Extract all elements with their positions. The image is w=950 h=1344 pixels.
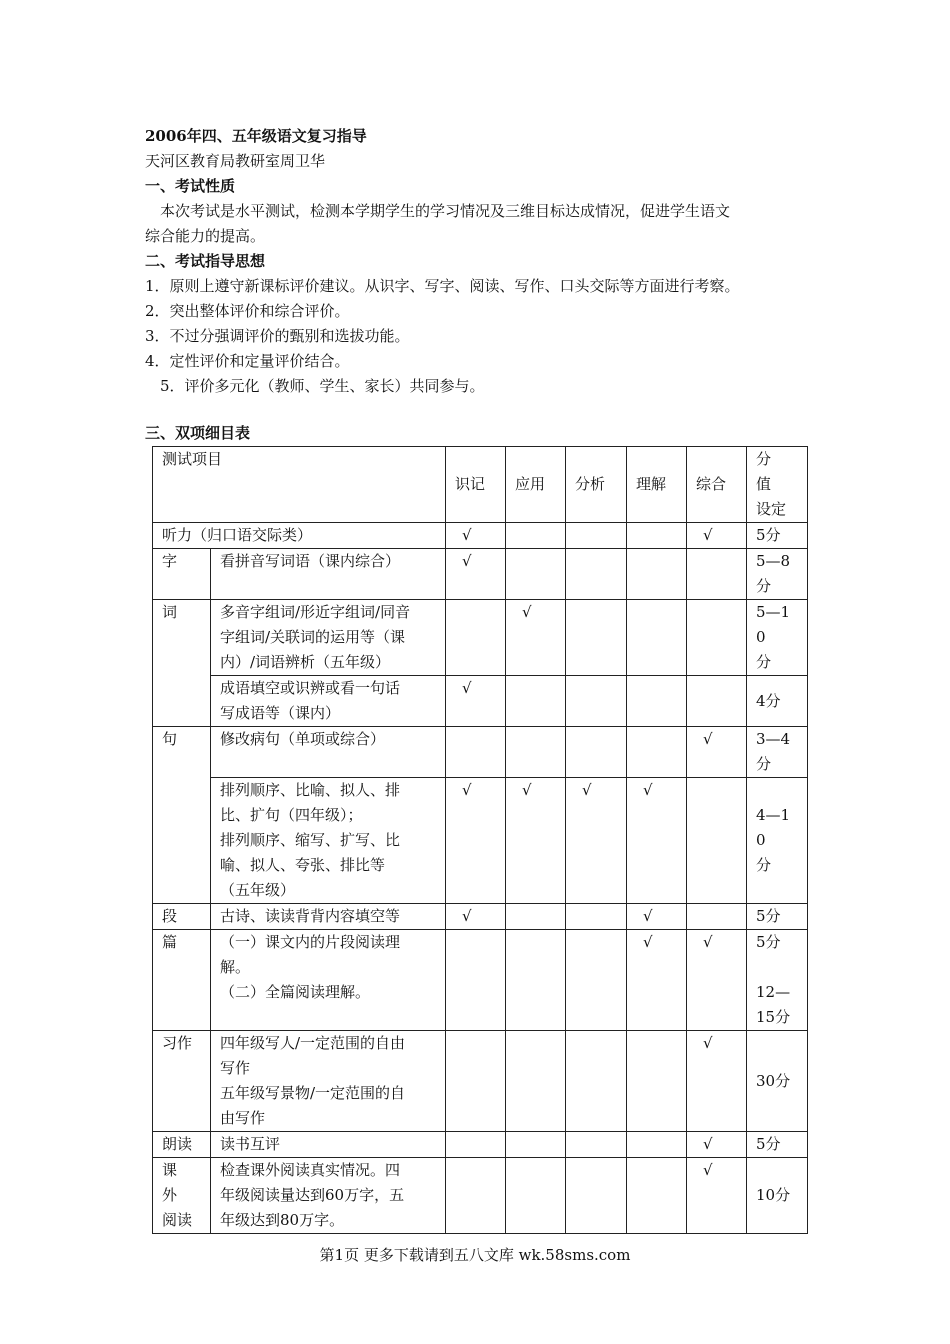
section-1-para-line1: 本次考试是水平测试，检测本学期学生的学习情况及三维目标达成情况，促进学生语文 (160, 202, 731, 220)
item-cell: 成语填空或识辨或看一句话 写成语等（课内） (211, 676, 446, 727)
category-cell: 句 (153, 727, 211, 904)
table-row (153, 1158, 808, 1234)
check-mark: √ (446, 904, 506, 930)
check-mark: √ (446, 676, 506, 727)
score-cell: 10分 (747, 1158, 808, 1234)
item-cell: 读书互评 (211, 1132, 446, 1158)
section-3-heading: 三、双项细目表 (145, 424, 251, 442)
score-cell: 5分 12— 15分 (747, 930, 808, 1031)
table-row (153, 1031, 808, 1132)
item-cell: 古诗、读读背背内容填空等 (211, 904, 446, 930)
table-row (153, 778, 808, 904)
check-mark: √ (446, 778, 506, 904)
doc-title: 2006年四、五年级语文复习指导 (145, 127, 367, 145)
score-cell: 30分 (747, 1031, 808, 1132)
check-mark: √ (687, 930, 747, 1031)
score-cell: 5—8 分 (747, 549, 808, 600)
check-mark: √ (446, 549, 506, 600)
header-col: 理解 (627, 447, 687, 523)
header-item: 测试项目 (153, 447, 446, 523)
table-row (153, 600, 808, 676)
header-score: 分 值 设定 (747, 447, 808, 523)
category-cell: 段 (153, 904, 211, 930)
category-cell: 朗读 (153, 1132, 211, 1158)
section-2-item: 4．定性评价和定量评价结合。 (145, 352, 350, 370)
category-cell: 词 (153, 600, 211, 727)
page-footer: 第1页 更多下载请到五八文库 wk.58sms.com (319, 1246, 631, 1264)
check-mark: √ (627, 930, 687, 1031)
item-cell: 检查课外阅读真实情况。四 年级阅读量达到60万字，五 年级达到80万字。 (211, 1158, 446, 1234)
check-mark: √ (566, 778, 627, 904)
item-cell: 看拼音写词语（课内综合） (211, 549, 446, 600)
check-mark: √ (627, 904, 687, 930)
check-mark: √ (687, 727, 747, 778)
header-col: 应用 (506, 447, 566, 523)
check-mark: √ (687, 1158, 747, 1234)
section-2-heading: 二、考试指导思想 (145, 252, 266, 270)
item-cell: 修改病句（单项或综合） (211, 727, 446, 778)
item-cell: （一）课文内的片段阅读理 解。 （二）全篇阅读理解。 (211, 930, 446, 1031)
doc-author: 天河区教育局教研室周卫华 (145, 152, 326, 170)
table-row (153, 904, 808, 930)
category-cell: 习作 (153, 1031, 211, 1132)
check-mark: √ (506, 778, 566, 904)
section-2-item: 2．突出整体评价和综合评价。 (145, 302, 350, 320)
section-1-para-line2: 综合能力的提高。 (145, 227, 266, 245)
table-row (153, 727, 808, 778)
check-mark: √ (687, 1132, 747, 1158)
score-cell: 5分 (747, 523, 808, 549)
category-cell: 课 外 阅读 (153, 1158, 211, 1234)
check-mark: √ (506, 600, 566, 676)
row-label: 听力（归口语交际类） (153, 523, 446, 549)
check-mark: √ (687, 523, 747, 549)
category-cell: 字 (153, 549, 211, 600)
table-row (153, 549, 808, 600)
check-mark: √ (687, 1031, 747, 1132)
score-cell: 5分 (747, 904, 808, 930)
table-row (153, 676, 808, 727)
score-cell: 4—10 分 (747, 778, 808, 904)
section-1-heading: 一、考试性质 (145, 177, 236, 195)
table-row (153, 523, 808, 549)
header-col: 识记 (446, 447, 506, 523)
score-cell: 5分 (747, 1132, 808, 1158)
score-cell: 4分 (747, 676, 808, 727)
table-header-row (153, 447, 808, 523)
detail-table (152, 446, 808, 1234)
header-col: 综合 (687, 447, 747, 523)
score-cell: 5—10 分 (747, 600, 808, 676)
item-cell: 多音字组词/形近字组词/同音 字组词/关联词的运用等（课 内）/词语辨析（五年级） (211, 600, 446, 676)
check-mark: √ (446, 523, 506, 549)
header-col: 分析 (566, 447, 627, 523)
section-2-item: 3．不过分强调评价的甄别和选拔功能。 (145, 327, 410, 345)
document-body (145, 124, 810, 1234)
item-cell: 四年级写人/一定范围的自由 写作 五年级写景物/一定范围的自 由写作 (211, 1031, 446, 1132)
section-2-item: 1．原则上遵守新课标评价建议。从识字、写字、阅读、写作、口头交际等方面进行考察。 (145, 277, 740, 295)
category-cell: 篇 (153, 930, 211, 1031)
item-cell: 排列顺序、比喻、拟人、排 比、扩句（四年级）； 排列顺序、缩写、扩写、比 喻、拟人、夸张、排比等 （五年级） (211, 778, 446, 904)
table-row (153, 930, 808, 1031)
section-2-item: 5．评价多元化（教师、学生、家长）共同参与。 (160, 377, 485, 395)
score-cell: 3—4 分 (747, 727, 808, 778)
check-mark: √ (627, 778, 687, 904)
table-row (153, 1132, 808, 1158)
